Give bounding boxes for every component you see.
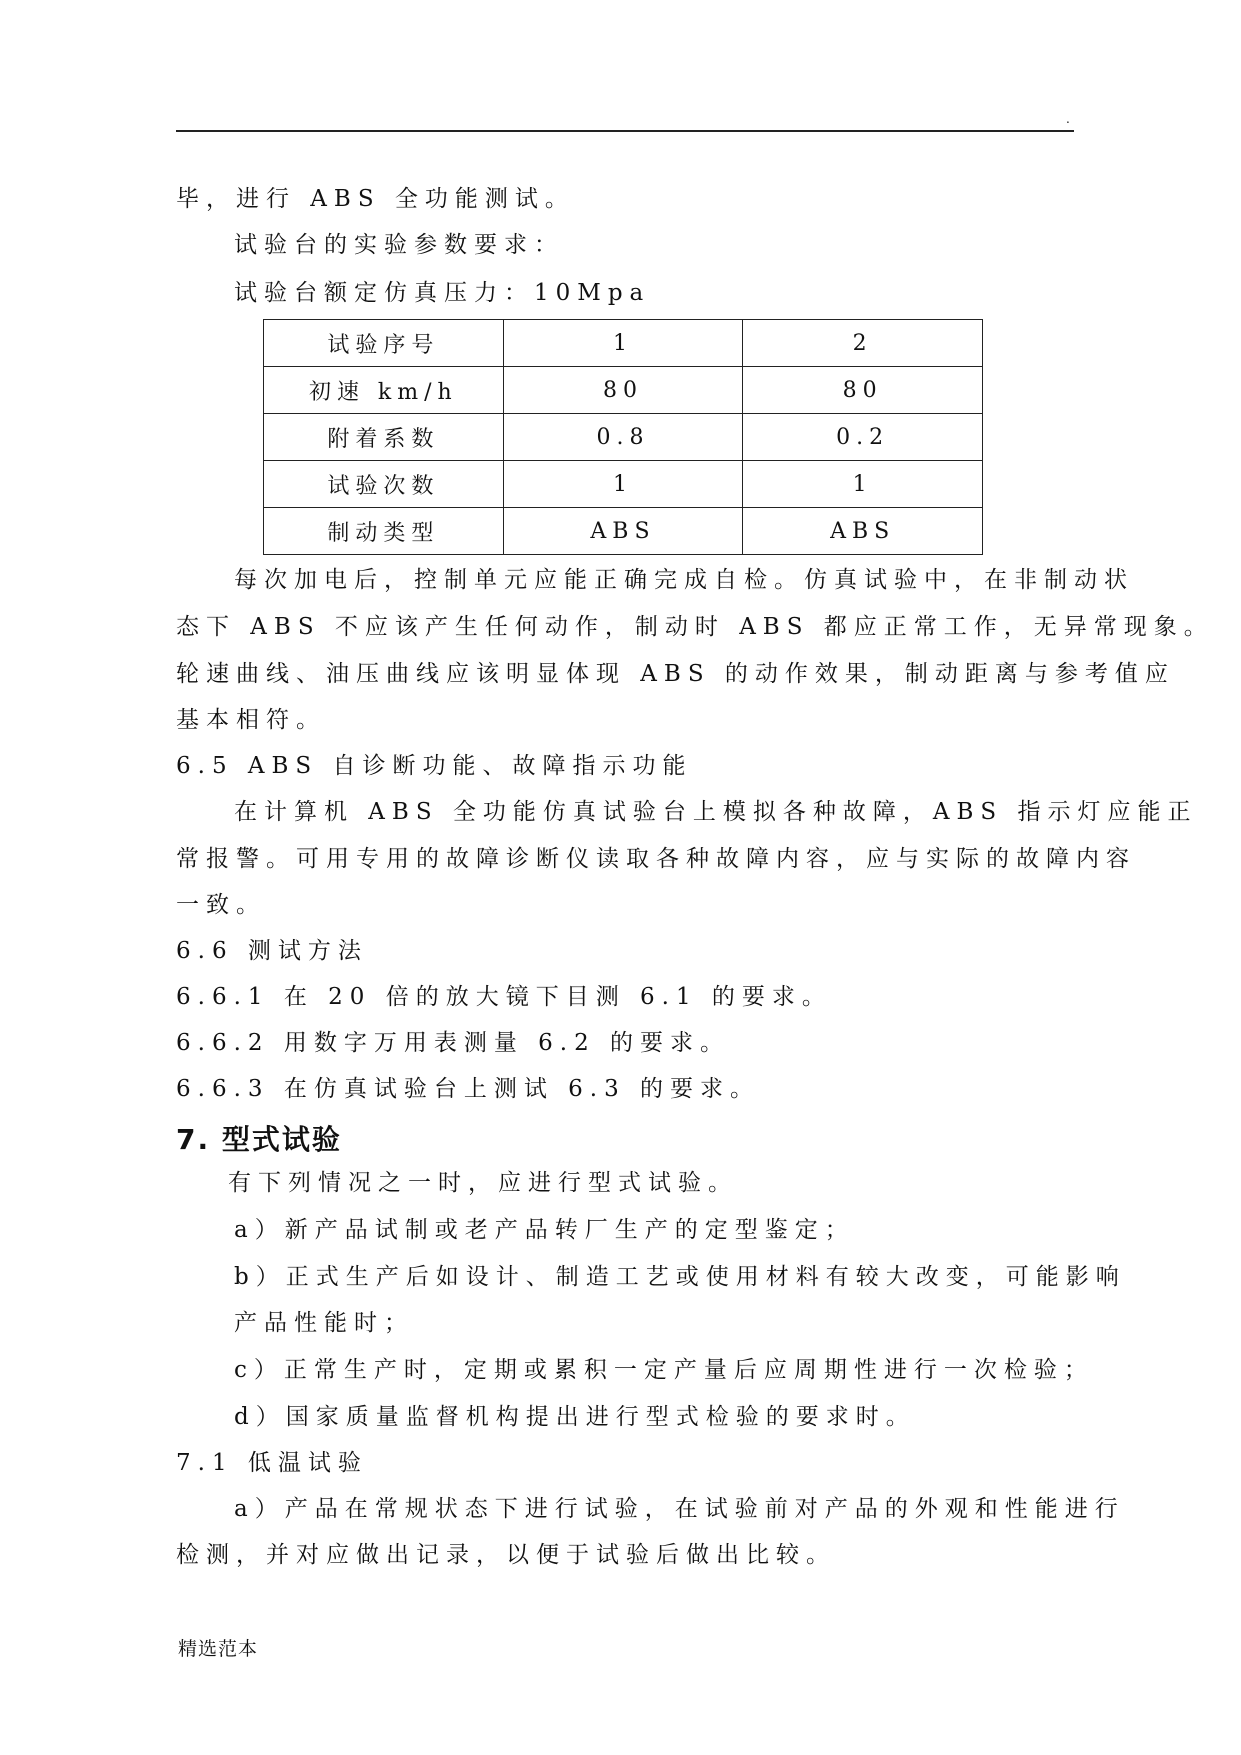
list-item: d）国家质量监督机构提出进行型式检验的要求时。 — [234, 1404, 916, 1430]
text-line: 6.6.3 在仿真试验台上测试 6.3 的要求。 — [176, 1076, 761, 1102]
table-cell: 初速 km/h — [264, 367, 504, 414]
table-cell: 0.2 — [743, 414, 983, 461]
text-line: 每次加电后，控制单元应能正确完成自检。仿真试验中，在非制动状 — [234, 567, 1134, 593]
list-item: 产品性能时； — [234, 1310, 414, 1336]
table-cell: 1 — [503, 320, 743, 367]
table-cell: 1 — [503, 461, 743, 508]
table-row — [264, 367, 983, 414]
list-item: a）新产品试制或老产品转厂生产的定型鉴定； — [234, 1217, 855, 1243]
text-line: 毕，进行 ABS 全功能测试。 — [176, 186, 575, 212]
table-cell: 1 — [743, 461, 983, 508]
text-line: 态下 ABS 不应该产生任何动作，制动时 ABS 都应正常工作，无异常现象。 — [176, 614, 1214, 640]
table-cell: ABS — [743, 508, 983, 555]
test-parameters-table — [263, 319, 983, 555]
table-row — [264, 320, 983, 367]
footer-text: 精选范本 — [178, 1638, 259, 1660]
table-cell: 试验次数 — [264, 461, 504, 508]
table-cell: 制动类型 — [264, 508, 504, 555]
table-cell: 附着系数 — [264, 414, 504, 461]
table-cell: ABS — [503, 508, 743, 555]
text-line: 常报警。可用专用的故障诊断仪读取各种故障内容，应与实际的故障内容 — [176, 846, 1136, 872]
section-heading: 6.5 ABS 自诊断功能、故障指示功能 — [176, 753, 693, 779]
table-cell: 2 — [743, 320, 983, 367]
text-line: 试验台的实验参数要求： — [234, 232, 564, 258]
header-rule — [176, 130, 1074, 132]
chapter-heading: 7. 型式试验 — [176, 1123, 342, 1156]
section-heading: 7.1 低温试验 — [176, 1450, 368, 1476]
text-line: 基本相符。 — [176, 707, 326, 733]
text-line: 轮速曲线、油压曲线应该明显体现 ABS 的动作效果，制动距离与参考值应 — [176, 661, 1175, 687]
text-line: 试验台额定仿真压力：10Mpa — [234, 280, 651, 306]
text-line: 6.6.2 用数字万用表测量 6.2 的要求。 — [176, 1030, 731, 1056]
text-line: 在计算机 ABS 全功能仿真试验台上模拟各种故障，ABS 指示灯应能正 — [234, 799, 1198, 825]
list-item: b）正式生产后如设计、制造工艺或使用材料有较大改变，可能影响 — [234, 1264, 1126, 1290]
table-row — [264, 461, 983, 508]
text-line: 6.6.1 在 20 倍的放大镜下目测 6.1 的要求。 — [176, 984, 832, 1010]
table-cell: 试验序号 — [264, 320, 504, 367]
text-line: 检测，并对应做出记录，以便于试验后做出比较。 — [176, 1542, 836, 1568]
section-heading: 6.6 测试方法 — [176, 938, 368, 964]
table-cell: 0.8 — [503, 414, 743, 461]
table-cell: 80 — [503, 367, 743, 414]
table-cell: 80 — [743, 367, 983, 414]
text-line: a）产品在常规状态下进行试验，在试验前对产品的外观和性能进行 — [234, 1496, 1125, 1522]
table-row — [264, 414, 983, 461]
table-row — [264, 508, 983, 555]
list-item: c）正常生产时，定期或累积一定产量后应周期性进行一次检验； — [234, 1357, 1094, 1383]
text-line: 有下列情况之一时，应进行型式试验。 — [228, 1170, 738, 1196]
header-mark: . — [1066, 112, 1070, 126]
text-line: 一致。 — [176, 892, 266, 918]
